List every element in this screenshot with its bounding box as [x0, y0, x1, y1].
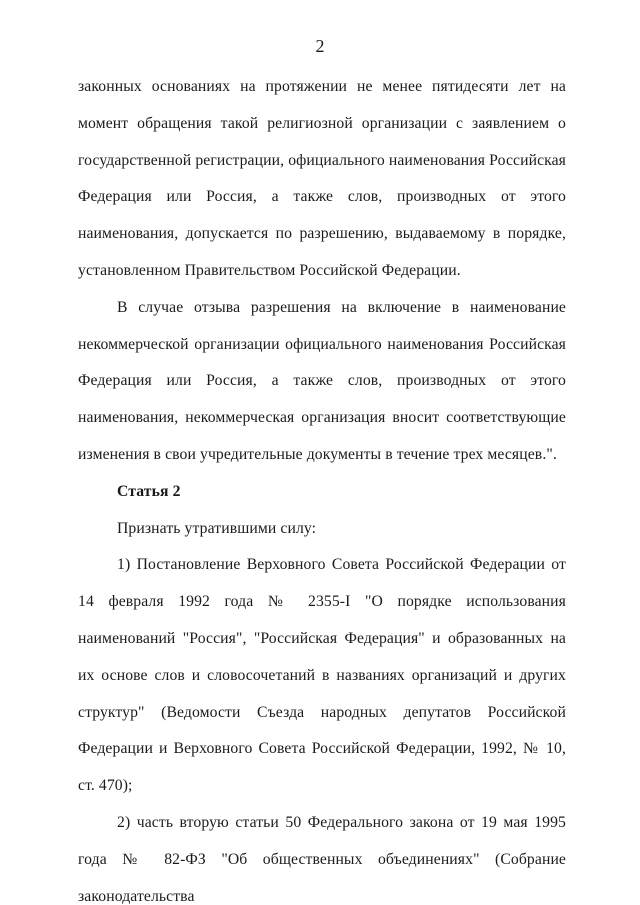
paragraph-item-1: 1) Постановление Верховного Совета Российской Федерации от 14 февраля 1992 года № 2355-I "О порядке использования наименований "Россия", "Российская Федерация" и образованных на их основе слов и словосочетаний в названиях организаций и других структур" (Ведомости Съезда народных депутатов Российской Федерации и Верховного Совета Российской Федерации, 1992, № 10, ст. 470);	[78, 556, 566, 795]
paragraph-item-2: 2) часть вторую статьи 50 Федерального закона от 19 мая 1995 года № 82-ФЗ "Об общественных объединениях" (Собрание законодательства	[78, 813, 566, 905]
heading-article-2: Статья 2	[117, 482, 181, 500]
paragraph-revocation: В случае отзыва разрешения на включение в наименование некоммерческой организации официального наименования Российская Федерация или Россия, а также слов, производных от этого наименования, некоммерческая организация вносит соответствующие изменения в свои учредительные документы в течение трех месяцев.".	[78, 298, 566, 463]
paragraph-repeal-intro: Признать утратившими силу:	[117, 519, 317, 537]
document-body	[78, 69, 566, 905]
page-number: 2	[315, 36, 325, 56]
paragraph-continuation: законных основаниях на протяжении не менее пятидесяти лет на момент обращения такой религиозной организации с заявлением о государственной регистрации, официального наименования Российская Федерация или Россия, а также слов, производных от этого наименования, допускается по разрешению, выдаваемому в порядке, установленном Правительством Российской Федерации.	[78, 78, 566, 279]
